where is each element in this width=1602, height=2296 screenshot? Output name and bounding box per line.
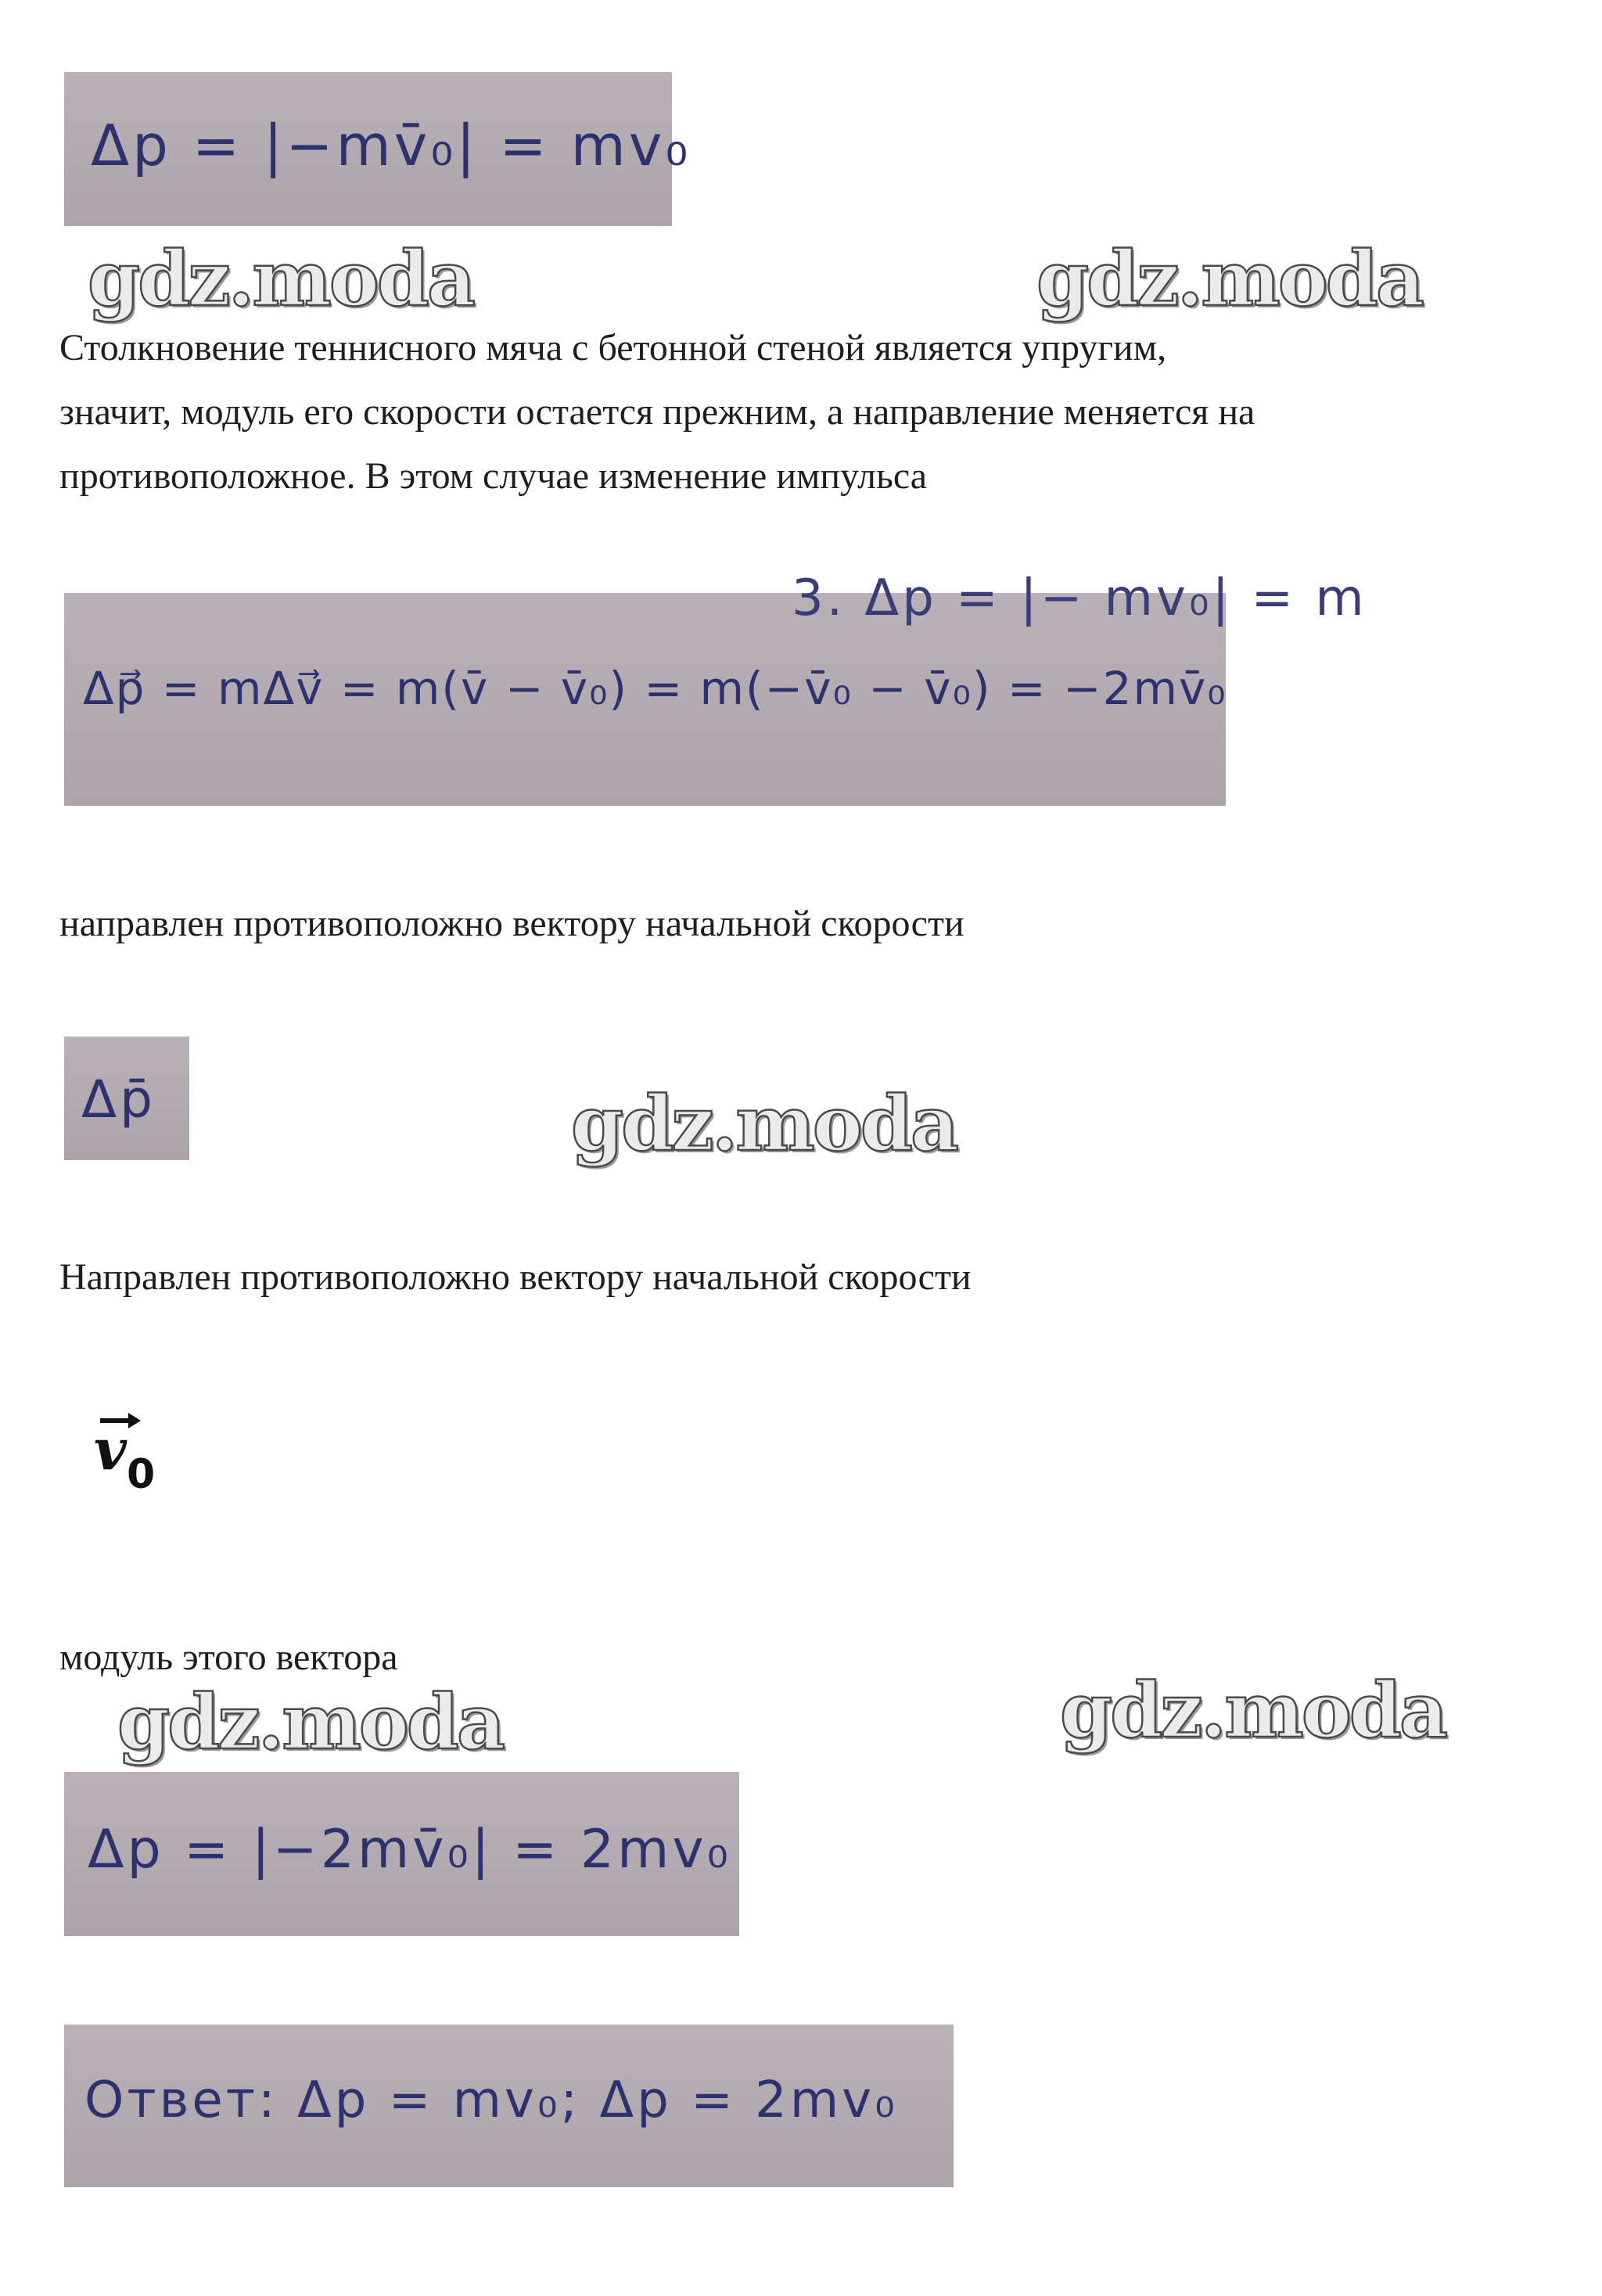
- formula-3-text: Δp̄: [81, 1069, 156, 1130]
- handwritten-answer: [64, 2025, 954, 2187]
- paragraph-line: противоположное. В этом случае изменение импульса: [59, 455, 928, 497]
- paragraph-line: Столкновение теннисного мяча с бетонной стеной является упругим,: [59, 327, 1167, 368]
- formula-4-text: Δp = |−2mv̄₀| = 2mv₀: [88, 1819, 731, 1881]
- handwritten-formula-2: [64, 570, 1367, 806]
- formula-2-top-crop: 3. Δp = |− mv₀| = m: [792, 570, 1367, 627]
- text-modulus: модуль этого вектора: [59, 1637, 398, 1678]
- formula-2-main: Δp⃗ = mΔv⃗ = m(v̄ − v̄₀) = m(−v̄₀ − v̄₀) = −2mv̄₀: [83, 662, 1227, 715]
- watermark: gdz.moda: [117, 1678, 504, 1766]
- handwritten-formula-3: [64, 1037, 189, 1160]
- paragraph-line: значит, модуль его скорости остается прежним, а направление меняется на: [59, 391, 1255, 433]
- vector-letter: v: [94, 1416, 127, 1482]
- watermark: gdz.moda: [1036, 235, 1423, 323]
- watermark: gdz.moda: [88, 235, 474, 323]
- answer-text: Ответ: Δp = mv₀; Δp = 2mv₀: [84, 2071, 898, 2129]
- handwritten-formula-1: [64, 72, 691, 226]
- text-direction-1: направлен противоположно вектору начальной скорости: [59, 903, 964, 944]
- vector-subscript: 0: [127, 1451, 156, 1498]
- vector-v0-symbol: [88, 1408, 174, 1510]
- formula-1-text: Δp = |−mv̄₀| = mv₀: [91, 113, 691, 178]
- text-direction-2: Направлен противоположно вектору начальной скорости: [59, 1256, 972, 1298]
- watermark: gdz.moda: [571, 1080, 957, 1168]
- watermark: gdz.moda: [1060, 1666, 1446, 1755]
- handwritten-formula-4: [64, 1772, 739, 1936]
